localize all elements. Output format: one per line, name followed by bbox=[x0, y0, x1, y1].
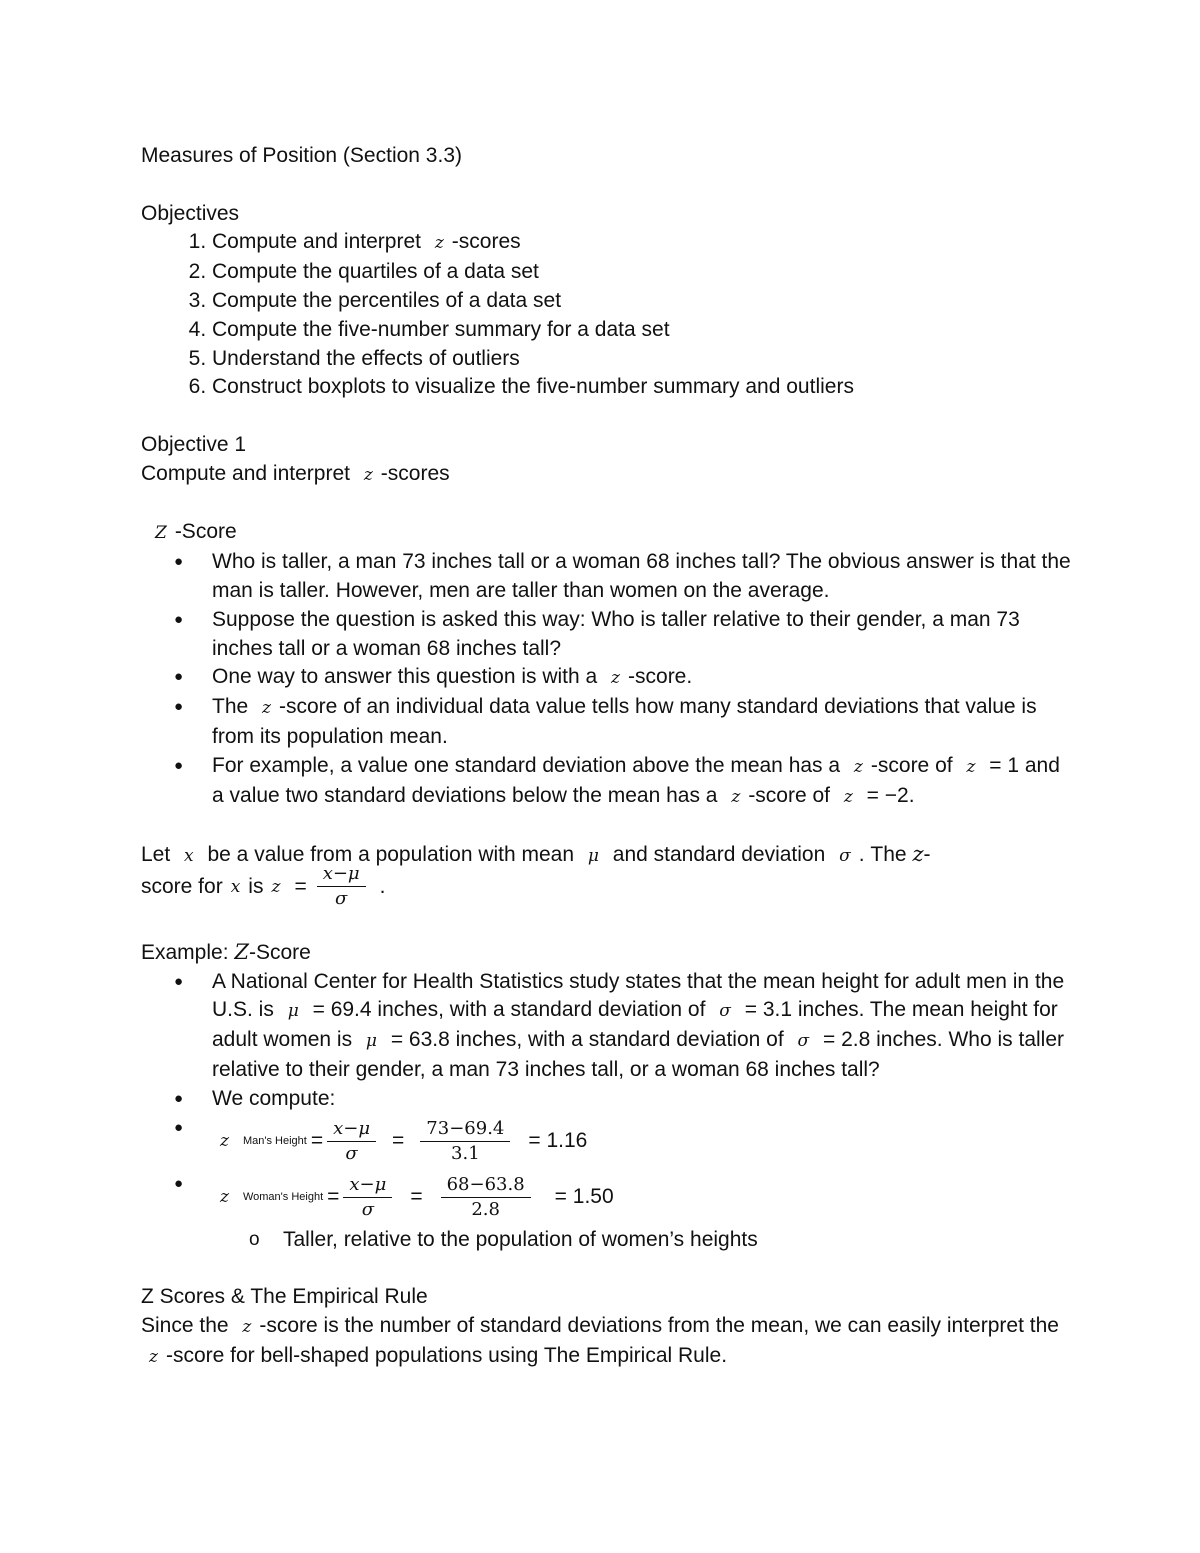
men-zscore-equation: ● z Man's Height = $\frac{x-\mu}{\sigma}$ = $\frac{73-69.4}{3.1}$ = 1.16 bbox=[212, 1114, 1071, 1170]
list-item: ● Who is taller, a man 73 inches tall or a woman 68 inches tall? The obvious answer is that the man is taller. However, men are taller than women on the average. bbox=[212, 548, 1071, 606]
list-item: ● For example, a value one standard deviation above the mean has a z -score of z = 1 and a value two standard deviations below the mean has a z -score of z = −2. bbox=[212, 752, 1071, 812]
example-heading: Example: Z-Score bbox=[141, 939, 311, 964]
objective-item: 2. Compute the quartiles of a data set bbox=[212, 258, 1071, 287]
zscore-fraction: $\frac{x-\mu}{\sigma}$ bbox=[317, 862, 366, 911]
empirical-paragraph: Since the z -score is the number of standard deviations from the mean, we can easily interpret the z -score for bell-shaped populations using The Empirical Rule. bbox=[141, 1313, 1059, 1367]
objective1-line: Compute and interpret z -scores bbox=[141, 461, 450, 485]
objective-item: 6. Construct boxplots to visualize the five-number summary and outliers bbox=[212, 373, 1071, 402]
objective-item: 5. Understand the effects of outliers bbox=[212, 345, 1071, 374]
zscore-bullets bbox=[141, 548, 1071, 811]
objective-item: 1. Compute and interpret z -scores bbox=[212, 228, 1071, 258]
definition-line1: Let x be a value from a population with mean μ and standard deviation σ . The z- bbox=[141, 842, 931, 867]
objectives-list bbox=[141, 228, 1071, 402]
list-item: ● Suppose the question is asked this way: Who is taller relative to their gender, a man 73 inches tall or a woman 68 inches tall? bbox=[212, 606, 1071, 664]
objective-item: 4. Compute the five-number summary for a data set bbox=[212, 316, 1071, 345]
objectives-heading: Objectives bbox=[141, 201, 240, 225]
conclusion-list bbox=[141, 1226, 1071, 1255]
list-item: o Taller, relative to the population of women’s heights bbox=[283, 1226, 1071, 1255]
definition-formula: score for x is z = $\frac{x-\mu}{\sigma}$ . bbox=[141, 863, 386, 910]
list-item: ● The z -score of an individual data value tells how many standard deviations that value is from its population mean. bbox=[212, 693, 1071, 752]
document-page bbox=[141, 142, 1071, 1371]
women-zscore-equation: ● z Woman's Height = $\frac{x-\mu}{\sigma}$ = $\frac{68-63.8}{2.8}$ = 1.50 bbox=[212, 1170, 1071, 1226]
page-title: Measures of Position (Section 3.3) bbox=[141, 144, 462, 167]
objective1-heading: Objective 1 bbox=[141, 432, 247, 456]
objective-item: 3. Compute the percentiles of a data set bbox=[212, 287, 1071, 316]
list-item: ● One way to answer this question is with a z -score. bbox=[212, 663, 1071, 693]
list-item: ● We compute: bbox=[212, 1085, 1071, 1114]
zscore-heading: Z -Score bbox=[155, 520, 237, 544]
empirical-heading: Z Scores & The Empirical Rule bbox=[141, 1285, 428, 1309]
list-item: ● A National Center for Health Statistics study states that the mean height for adult men in the U.S. is μ = 69.4 inches, with a standard deviation of σ = 3.1 inches. The mean height for adult women is μ = 63.8 inches, with a standard deviation of σ = 2.8 inches. Who is taller relative to their gender, a man 73 inches tall, or a woman 68 inches tall? bbox=[212, 968, 1071, 1085]
example-bullets bbox=[141, 968, 1071, 1226]
